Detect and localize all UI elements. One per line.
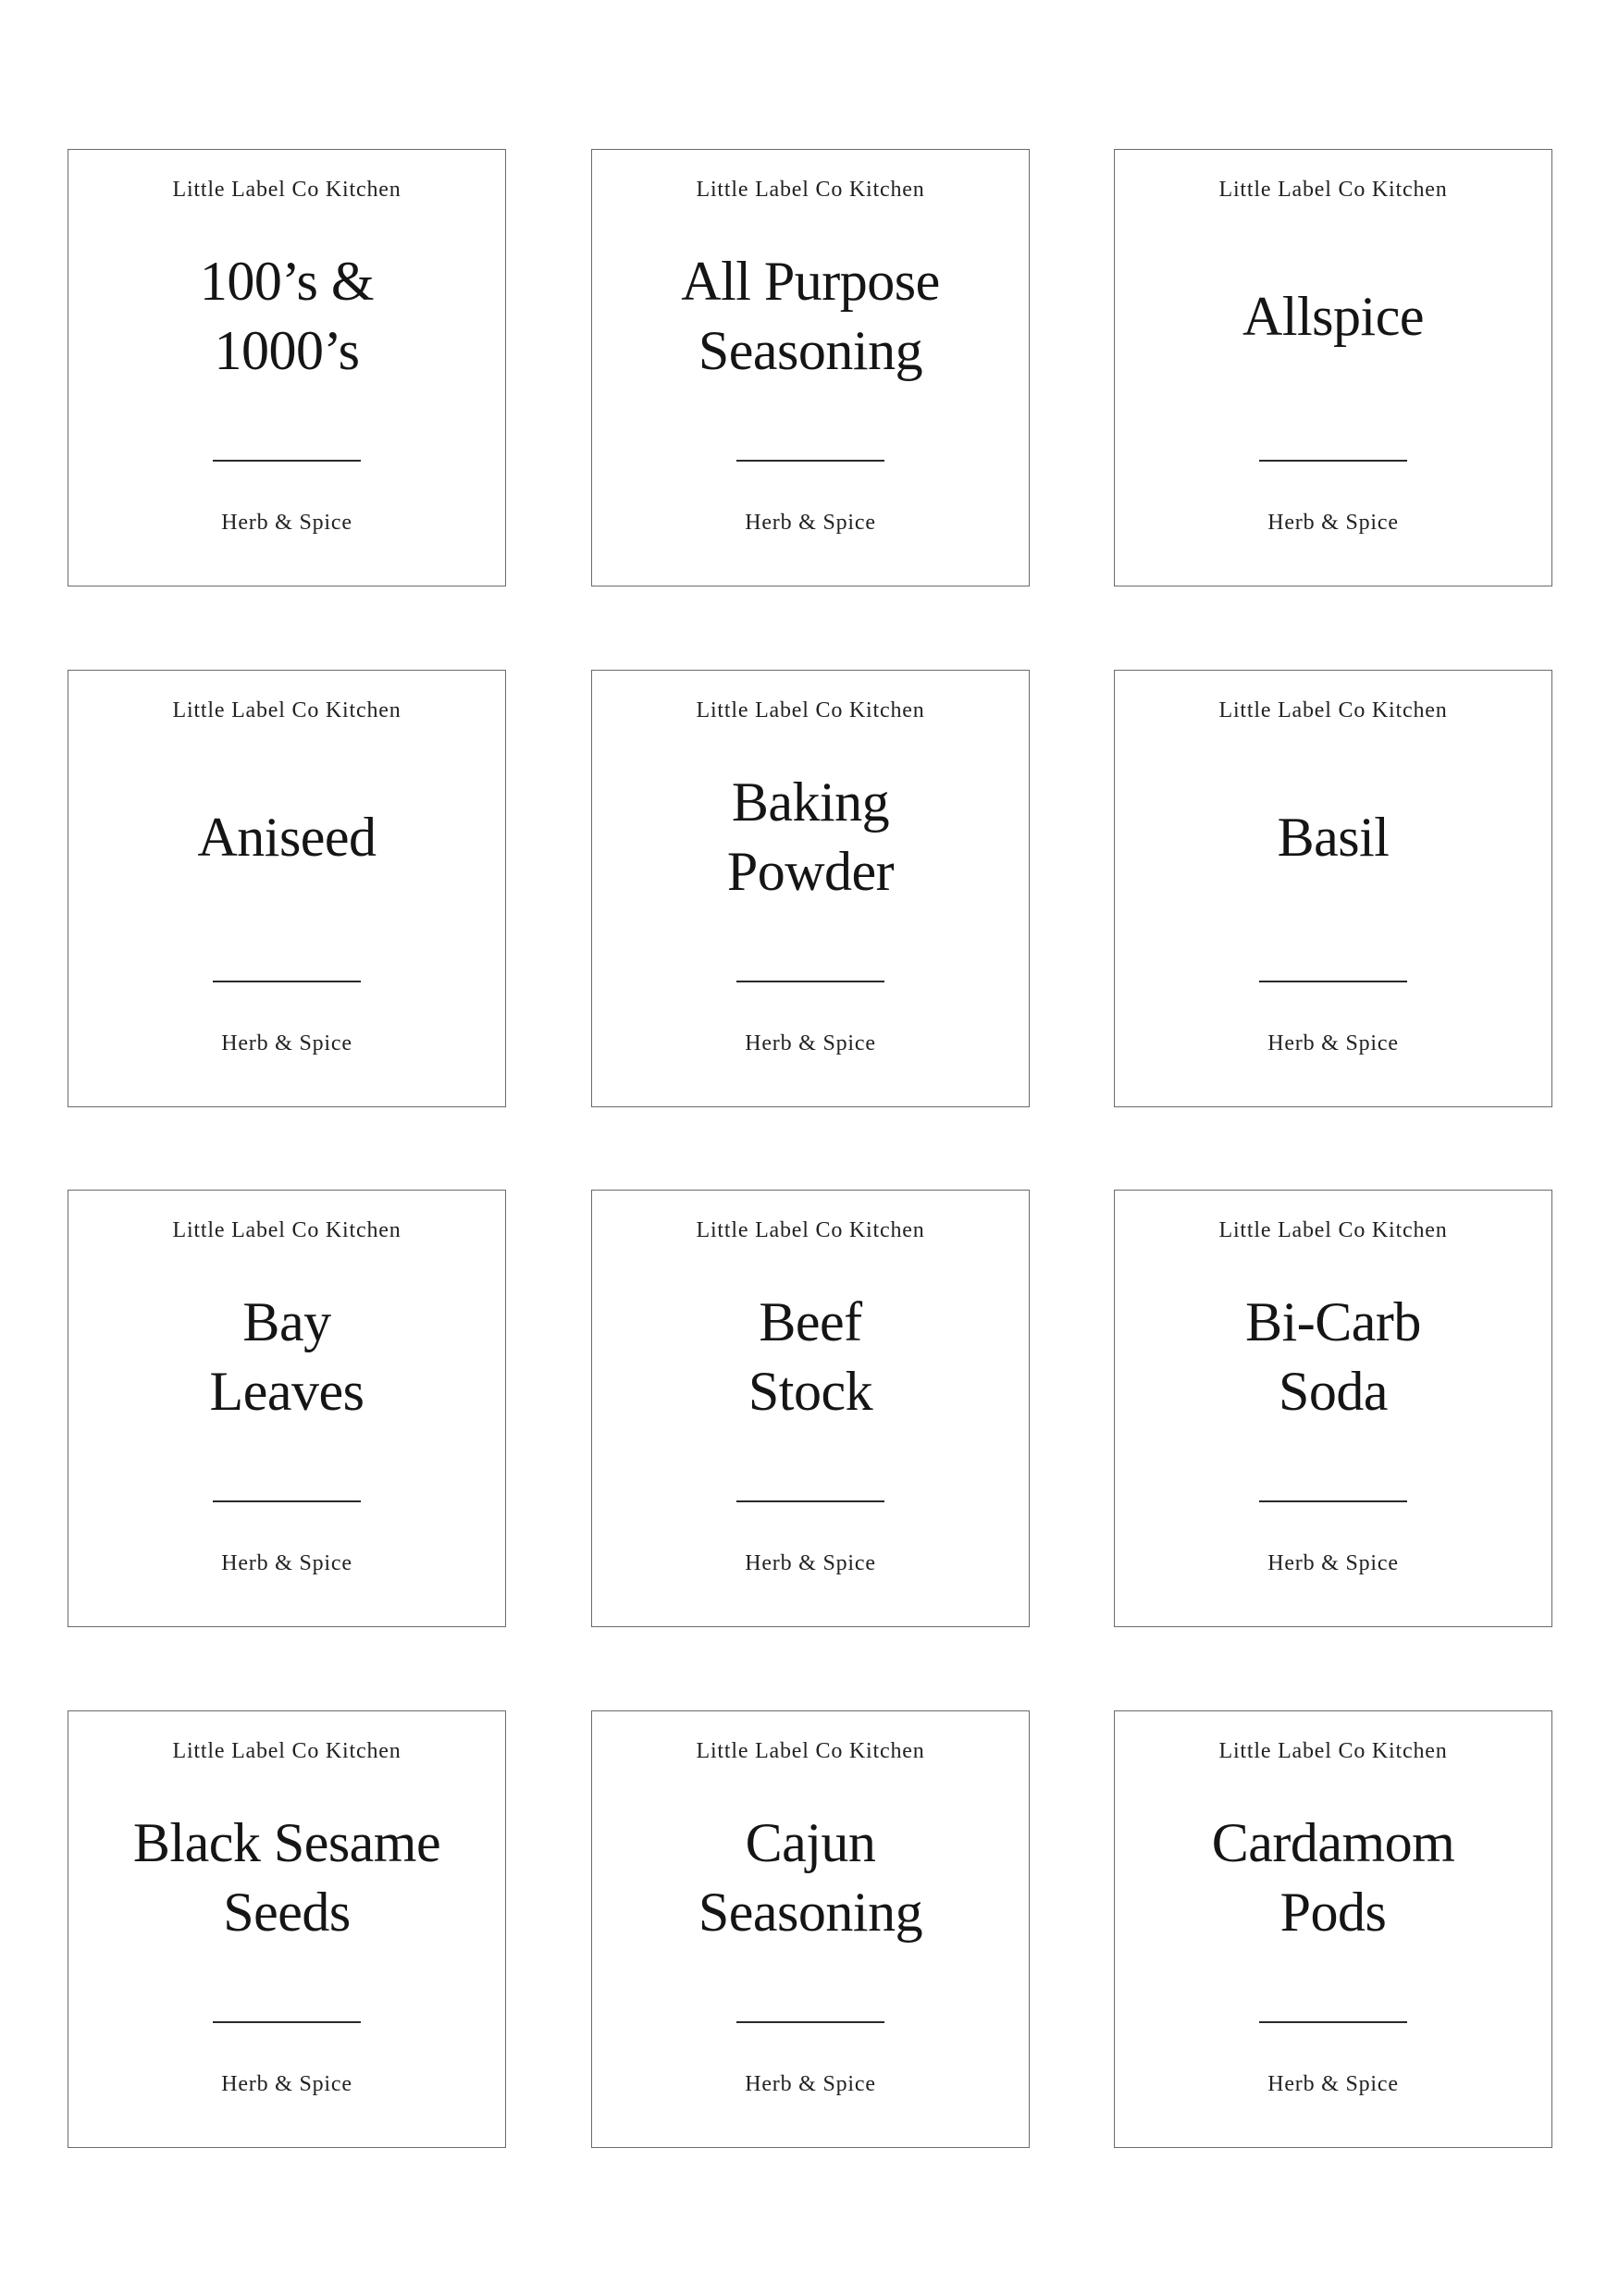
label-category: Herb & Spice <box>1267 511 1399 535</box>
label-product-name-text: Black Sesame Seeds <box>132 1812 441 1943</box>
label-category: Herb & Spice <box>745 2072 876 2096</box>
label-divider <box>1259 1500 1407 1502</box>
label-brand: Little Label Co Kitchen <box>696 178 925 202</box>
label-product-name-text: Beef Stock <box>748 1291 873 1422</box>
label-product-name-text: Aniseed <box>197 806 377 868</box>
spice-label <box>1114 1190 1552 1627</box>
label-brand: Little Label Co Kitchen <box>1218 178 1448 202</box>
label-category: Herb & Spice <box>1267 1551 1399 1575</box>
label-divider <box>1259 460 1407 462</box>
label-divider <box>213 981 361 982</box>
spice-label <box>68 1710 506 2148</box>
label-brand: Little Label Co Kitchen <box>1218 1739 1448 1763</box>
label-product-name <box>1124 238 1542 395</box>
label-brand: Little Label Co Kitchen <box>1218 698 1448 722</box>
label-category: Herb & Spice <box>1267 2072 1399 2096</box>
label-product-name-text: Cardamom Pods <box>1211 1812 1455 1943</box>
label-category: Herb & Spice <box>221 1551 352 1575</box>
label-product-name <box>601 1278 1020 1436</box>
label-divider <box>213 1500 361 1502</box>
label-brand: Little Label Co Kitchen <box>172 698 402 722</box>
label-category: Herb & Spice <box>745 1551 876 1575</box>
label-brand: Little Label Co Kitchen <box>172 1739 402 1763</box>
label-product-name <box>1124 1799 1542 1957</box>
label-product-name-text: Bay Leaves <box>209 1291 365 1422</box>
label-product-name <box>601 238 1020 395</box>
label-category: Herb & Spice <box>221 511 352 535</box>
label-divider <box>1259 981 1407 982</box>
label-divider <box>736 1500 884 1502</box>
label-brand: Little Label Co Kitchen <box>172 1218 402 1242</box>
label-product-name-text: All Purpose Seasoning <box>681 251 940 381</box>
spice-label <box>68 670 506 1107</box>
label-product-name-text: 100’s & 1000’s <box>199 251 375 381</box>
label-category: Herb & Spice <box>1267 1031 1399 1055</box>
label-product-name <box>601 759 1020 916</box>
label-product-name <box>1124 1278 1542 1436</box>
label-category: Herb & Spice <box>221 1031 352 1055</box>
label-product-name <box>78 1278 496 1436</box>
label-product-name <box>78 1799 496 1957</box>
label-brand: Little Label Co Kitchen <box>696 1218 925 1242</box>
label-divider <box>736 981 884 982</box>
spice-label <box>591 149 1030 586</box>
label-product-name <box>78 238 496 395</box>
spice-label <box>1114 149 1552 586</box>
label-product-name <box>601 1799 1020 1957</box>
spice-label <box>68 149 506 586</box>
spice-label <box>1114 1710 1552 2148</box>
label-product-name <box>78 759 496 916</box>
label-product-name-text: Bi-Carb Soda <box>1245 1291 1421 1422</box>
spice-label <box>591 1710 1030 2148</box>
label-product-name-text: Cajun Seasoning <box>698 1812 923 1943</box>
label-brand: Little Label Co Kitchen <box>172 178 402 202</box>
label-divider <box>736 460 884 462</box>
spice-label <box>1114 670 1552 1107</box>
label-divider <box>1259 2021 1407 2023</box>
label-category: Herb & Spice <box>221 2072 352 2096</box>
label-divider <box>736 2021 884 2023</box>
label-product-name-text: Basil <box>1277 806 1390 868</box>
label-brand: Little Label Co Kitchen <box>696 1739 925 1763</box>
label-brand: Little Label Co Kitchen <box>1218 1218 1448 1242</box>
spice-label <box>68 1190 506 1627</box>
label-divider <box>213 2021 361 2023</box>
spice-label <box>591 1190 1030 1627</box>
label-product-name-text: Allspice <box>1242 285 1424 347</box>
label-brand: Little Label Co Kitchen <box>696 698 925 722</box>
label-category: Herb & Spice <box>745 511 876 535</box>
label-category: Herb & Spice <box>745 1031 876 1055</box>
spice-label <box>591 670 1030 1107</box>
label-divider <box>213 460 361 462</box>
label-product-name <box>1124 759 1542 916</box>
label-product-name-text: Baking Powder <box>726 772 895 902</box>
